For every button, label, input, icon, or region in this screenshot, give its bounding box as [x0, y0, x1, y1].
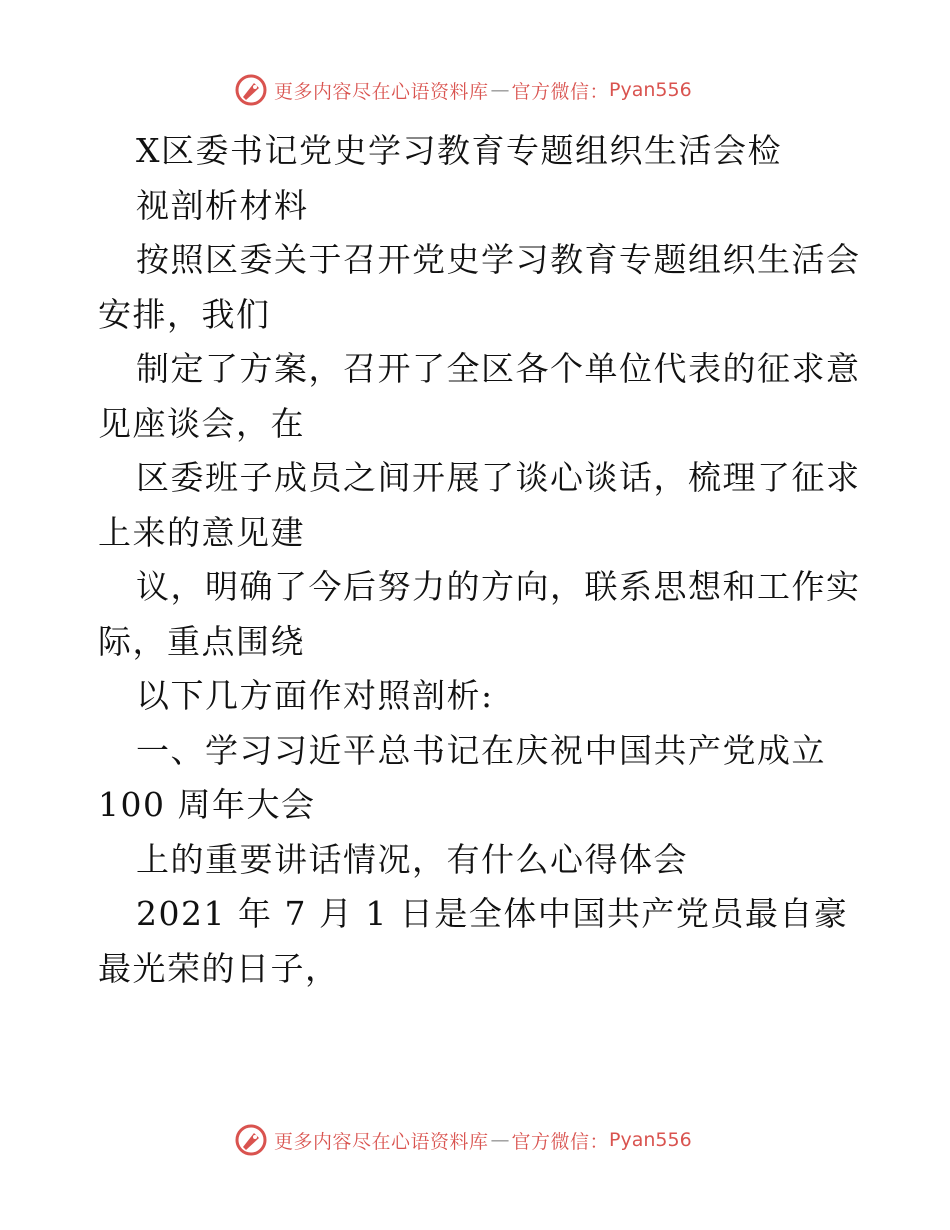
watermark-text: 更多内容尽在心语资料库	[274, 1130, 489, 1153]
text-line: 最光荣的日子，	[98, 948, 340, 988]
text-line: 上的重要讲话情况，有什么心得体会	[136, 839, 688, 879]
watermark-wechat-label: 官方微信：	[511, 80, 610, 103]
text-line: 制定了方案，召开了全区各个单位代表的征求意	[136, 349, 861, 388]
watermark-separator: —	[490, 1129, 510, 1151]
watermark-footer	[234, 1123, 692, 1157]
document-body	[98, 124, 861, 996]
text-line: 区委班子成员之间开展了谈心谈话，梳理了征求	[136, 458, 861, 497]
text-line: 2021 年 7 月 1 日是全体中国共产党员最自豪	[136, 894, 849, 933]
watermark-separator: —	[490, 79, 510, 101]
watermark-text: 更多内容尽在心语资料库	[274, 80, 489, 103]
watermark-wechat-id: Pyan556	[609, 1129, 692, 1151]
pen-nib-logo-icon	[234, 1123, 268, 1157]
text-line: 际，重点围绕	[98, 621, 305, 661]
text-line: 按照区委关于召开党史学习教育专题组织生活会	[136, 240, 861, 279]
watermark-wechat-label: 官方微信：	[511, 1130, 610, 1153]
text-line: 一、学习习近平总书记在庆祝中国共产党成立	[136, 730, 826, 770]
text-line: 视剖析材料	[136, 185, 309, 225]
watermark-wechat-id: Pyan556	[609, 79, 692, 101]
watermark-header	[234, 73, 692, 107]
text-line: 议，明确了今后努力的方向，联系思想和工作实	[136, 567, 861, 606]
text-line: 100 周年大会	[98, 785, 316, 824]
text-line: 安排，我们	[98, 294, 271, 334]
pen-nib-logo-icon	[234, 73, 268, 107]
text-line: 上来的意见建	[98, 512, 305, 552]
text-line: 见座谈会，在	[98, 403, 305, 443]
text-line: X区委书记党史学习教育专题组织生活会检	[136, 131, 782, 170]
text-line: 以下几方面作对照剖析:	[136, 676, 494, 715]
